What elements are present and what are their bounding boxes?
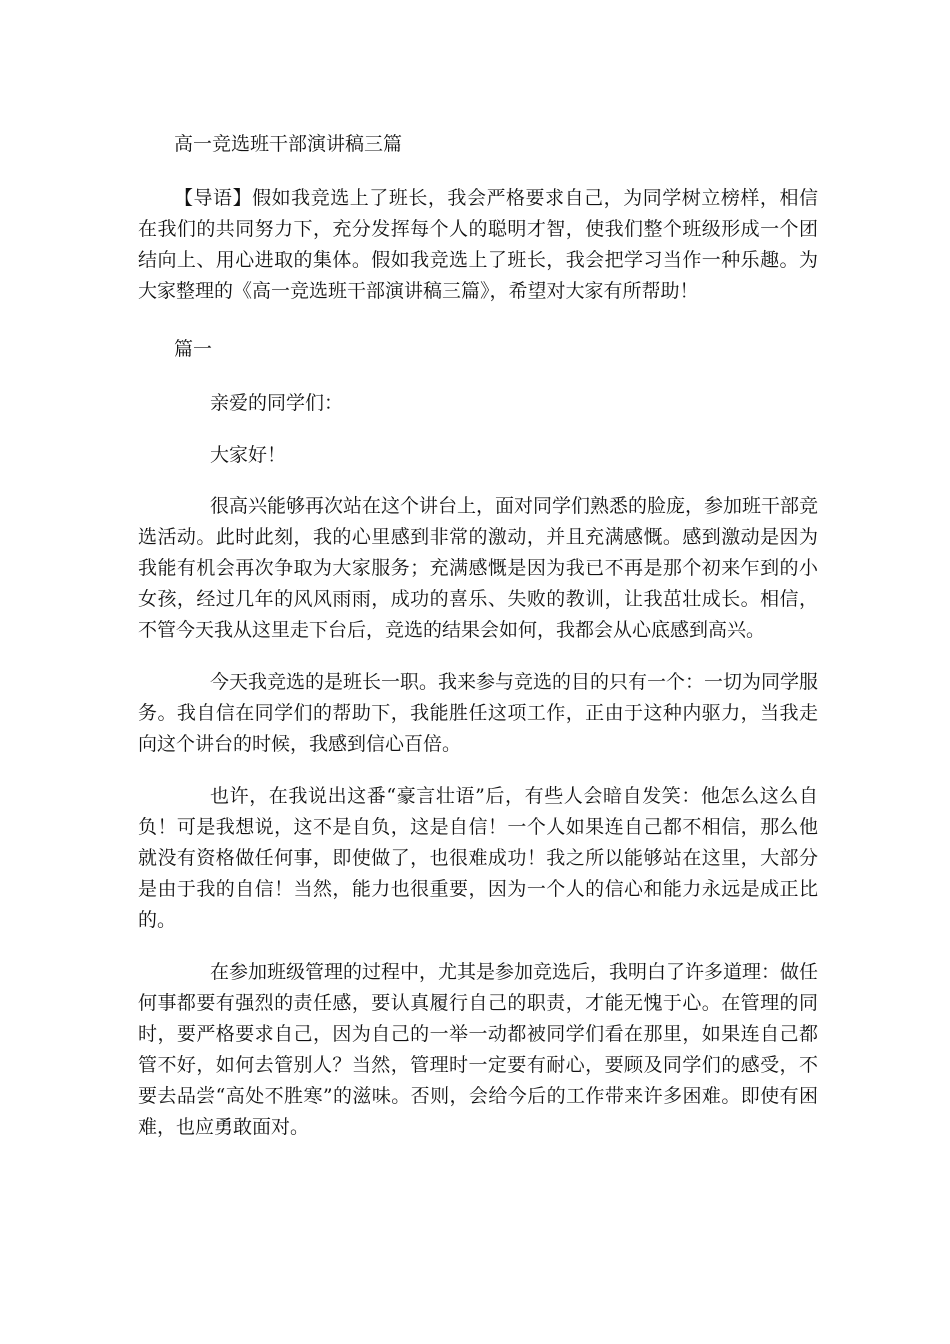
document-title: 高一竞选班干部演讲稿三篇: [174, 133, 403, 155]
body-paragraph: 很高兴能够再次站在这个讲台上，面对同学们熟悉的脸庞，参加班干部竞选活动。此时此刻，我的心里感到非常的激动，并且充满感慨。感到激动是因为我能有机会再次争取为大家服务；充满感慨是因为我已不再是那个初来乍到的小女孩，经过几年的风风雨雨，成功的喜乐、失败的教训，让我茁壮成长。相信，不管今天我从这里走下台后，竞选的结果会如何，我都会从心底感到高兴。: [138, 495, 819, 641]
greeting: 大家好！: [210, 444, 287, 466]
salutation: 亲爱的同学们：: [210, 392, 344, 414]
section-heading: 篇一: [174, 338, 213, 360]
body-paragraph: 也许，在我说出这番“豪言壮语”后，有些人会暗自发笑：他怎么这么自负！可是我想说，这不是自负，这是自信！一个人如果连自己都不相信，那么他就没有资格做任何事，即使做了，也很难成功！我之所以能够站在这里，大部分是由于我的自信！当然，能力也很重要，因为一个人的信心和能力永远是成正比的。: [138, 785, 818, 931]
body-paragraph: 在参加班级管理的过程中，尤其是参加竞选后，我明白了许多道理：做任何事都要有强烈的责任感，要认真履行自己的职责，才能无愧于心。在管理的同时，要严格要求自己，因为自己的一举一动都被同学们看在那里，如果连自己都管不好，如何去管别人？当然，管理时一定要有耐心，要顾及同学们的感受，不要去品尝“高处不胜寒”的滋味。否则，会给今后的工作带来许多困难。即使有困难，也应勇敢面对。: [138, 961, 819, 1138]
document-page: [138, 128, 818, 1143]
body-paragraph: 今天我竞选的是班长一职。我来参与竞选的目的只有一个：一切为同学服务。我自信在同学们的帮助下，我能胜任这项工作，正由于这种内驱力，当我走向这个讲台的时候，我感到信心百倍。: [138, 671, 819, 755]
intro-paragraph: 【导语】假如我竞选上了班长，我会严格要求自己，为同学树立榜样，相信在我们的共同努力下，充分发挥每个人的聪明才智，使我们整个班级形成一个团结向上、用心进取的集体。假如我竞选上了班长，我会把学习当作一种乐趣。为大家整理的《高一竞选班干部演讲稿三篇》，希望对大家有所帮助！: [138, 187, 818, 302]
